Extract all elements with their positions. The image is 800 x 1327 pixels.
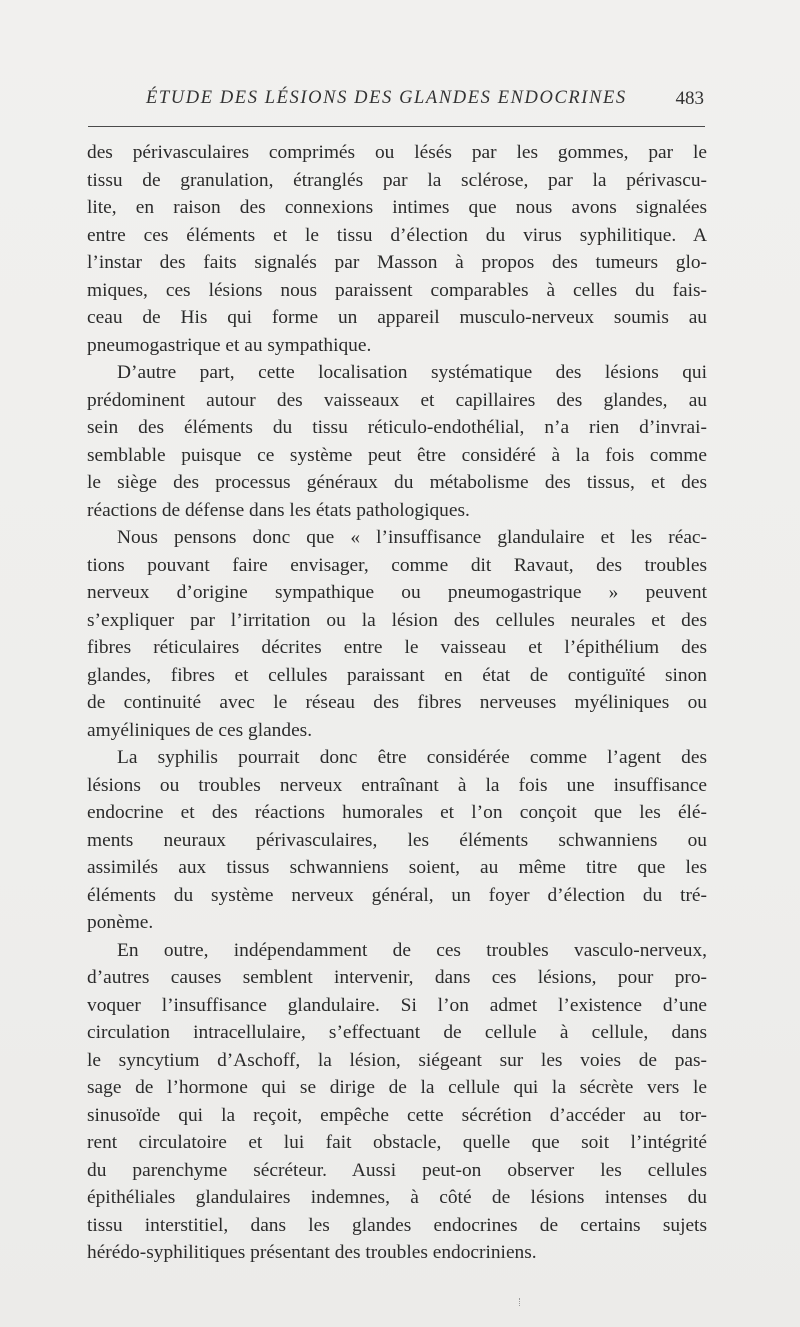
text-line: d’autres causes semblent intervenir, dans ces lésions, pour pro-	[87, 967, 707, 988]
text-line: rent circulatoire et lui fait obstacle, quelle que soit l’intégrité	[87, 1132, 707, 1153]
text-line: ceau de His qui forme un appareil musculo-nerveux soumis au	[87, 307, 707, 328]
text-line: lésions ou troubles nerveux entraînant à la fois une insuffisance	[87, 774, 707, 796]
header-rule	[88, 126, 705, 127]
page-number: 483	[675, 88, 704, 109]
running-head	[88, 88, 710, 118]
text-line: prédominent autour des vaisseaux et capillaires des glandes, au	[87, 389, 707, 411]
text-line: sein des éléments du tissu réticulo-endothélial, n’a rien d’invrai-	[87, 417, 707, 438]
text-line: ponème.	[87, 912, 154, 933]
text-line: fibres réticulaires décrites entre le vaisseau et l’épithélium des	[87, 637, 707, 658]
text-line: amyéliniques de ces glandes.	[87, 719, 313, 741]
text-line: tions pouvant faire envisager, comme dit Ravaut, des troubles	[87, 554, 707, 576]
text-line: sage de l’hormone qui se dirige de la cellule qui la sécrète vers le	[87, 1077, 707, 1098]
text-line: La syphilis pourrait donc être considérée comme l’agent des	[117, 747, 707, 768]
text-line: D’autre part, cette localisation systématique des lésions qui	[117, 362, 707, 383]
text-line: pneumogastrique et au sympathique.	[87, 334, 372, 356]
text-line: lite, en raison des connexions intimes que nous avons signalées	[87, 197, 707, 218]
text-line: s’expliquer par l’irritation ou la lésion des cellules neurales et des	[87, 609, 707, 631]
text-line: réactions de défense dans les états pathologiques.	[87, 499, 470, 521]
text-line: des périvasculaires comprimés ou lésés par les gommes, par le	[87, 142, 707, 163]
text-line: voquer l’insuffisance glandulaire. Si l’on admet l’existence d’une	[87, 994, 707, 1016]
text-line: le syncytium d’Aschoff, la lésion, siégeant sur les voies de pas-	[87, 1049, 707, 1071]
text-line: hérédo-syphilitiques présentant des troubles endocriniens.	[87, 1242, 537, 1263]
text-line: entre ces éléments et le tissu d’élection du virus syphilitique. A	[87, 224, 707, 246]
text-line: l’instar des faits signalés par Masson à propos des tumeurs glo-	[87, 252, 707, 273]
text-line: circulation intracellulaire, s’effectuant de cellule à cellule, dans	[87, 1022, 707, 1043]
text-line: glandes, fibres et cellules paraissant en état de contiguïté sinon	[87, 664, 707, 686]
running-title: ÉTUDE DES LÉSIONS DES GLANDES ENDOCRINES	[146, 88, 627, 108]
text-line: Nous pensons donc que « l’insuffisance glandulaire et les réac-	[117, 527, 707, 548]
text-line: épithéliales glandulaires indemnes, à côté de lésions intenses du	[87, 1187, 707, 1208]
text-line: nerveux d’origine sympathique ou pneumogastrique » peuvent	[87, 582, 707, 603]
text-line: semblable puisque ce système peut être considéré à la fois comme	[87, 444, 707, 466]
text-line: miques, ces lésions nous paraissent comparables à celles du fais-	[87, 279, 707, 301]
text-line: tissu de granulation, étranglés par la sclérose, par la périvascu-	[87, 169, 707, 191]
text-line: En outre, indépendamment de ces troubles vasculo-nerveux,	[117, 939, 707, 961]
text-line: de continuité avec le réseau des fibres nerveuses myéliniques ou	[87, 692, 707, 713]
text-line: sinusoïde qui la reçoit, empêche cette sécrétion d’accéder au tor-	[87, 1104, 707, 1126]
text-line: assimilés aux tissus schwanniens soient, au même titre que les	[87, 857, 707, 878]
text-line: ments neuraux périvasculaires, les éléments schwanniens ou	[87, 829, 707, 851]
text-line: endocrine et des réactions humorales et l’on conçoit que les élé-	[87, 802, 707, 823]
text-line: du parenchyme sécréteur. Aussi peut-on observer les cellules	[87, 1159, 707, 1181]
text-line: le siège des processus généraux du métabolisme des tissus, et des	[87, 472, 707, 493]
text-line: tissu interstitiel, dans les glandes endocrines de certains sujets	[87, 1214, 707, 1236]
print-speck	[519, 1298, 522, 1306]
text-line: éléments du système nerveux général, un foyer d’élection du tré-	[87, 884, 707, 906]
body-text	[87, 139, 707, 1267]
